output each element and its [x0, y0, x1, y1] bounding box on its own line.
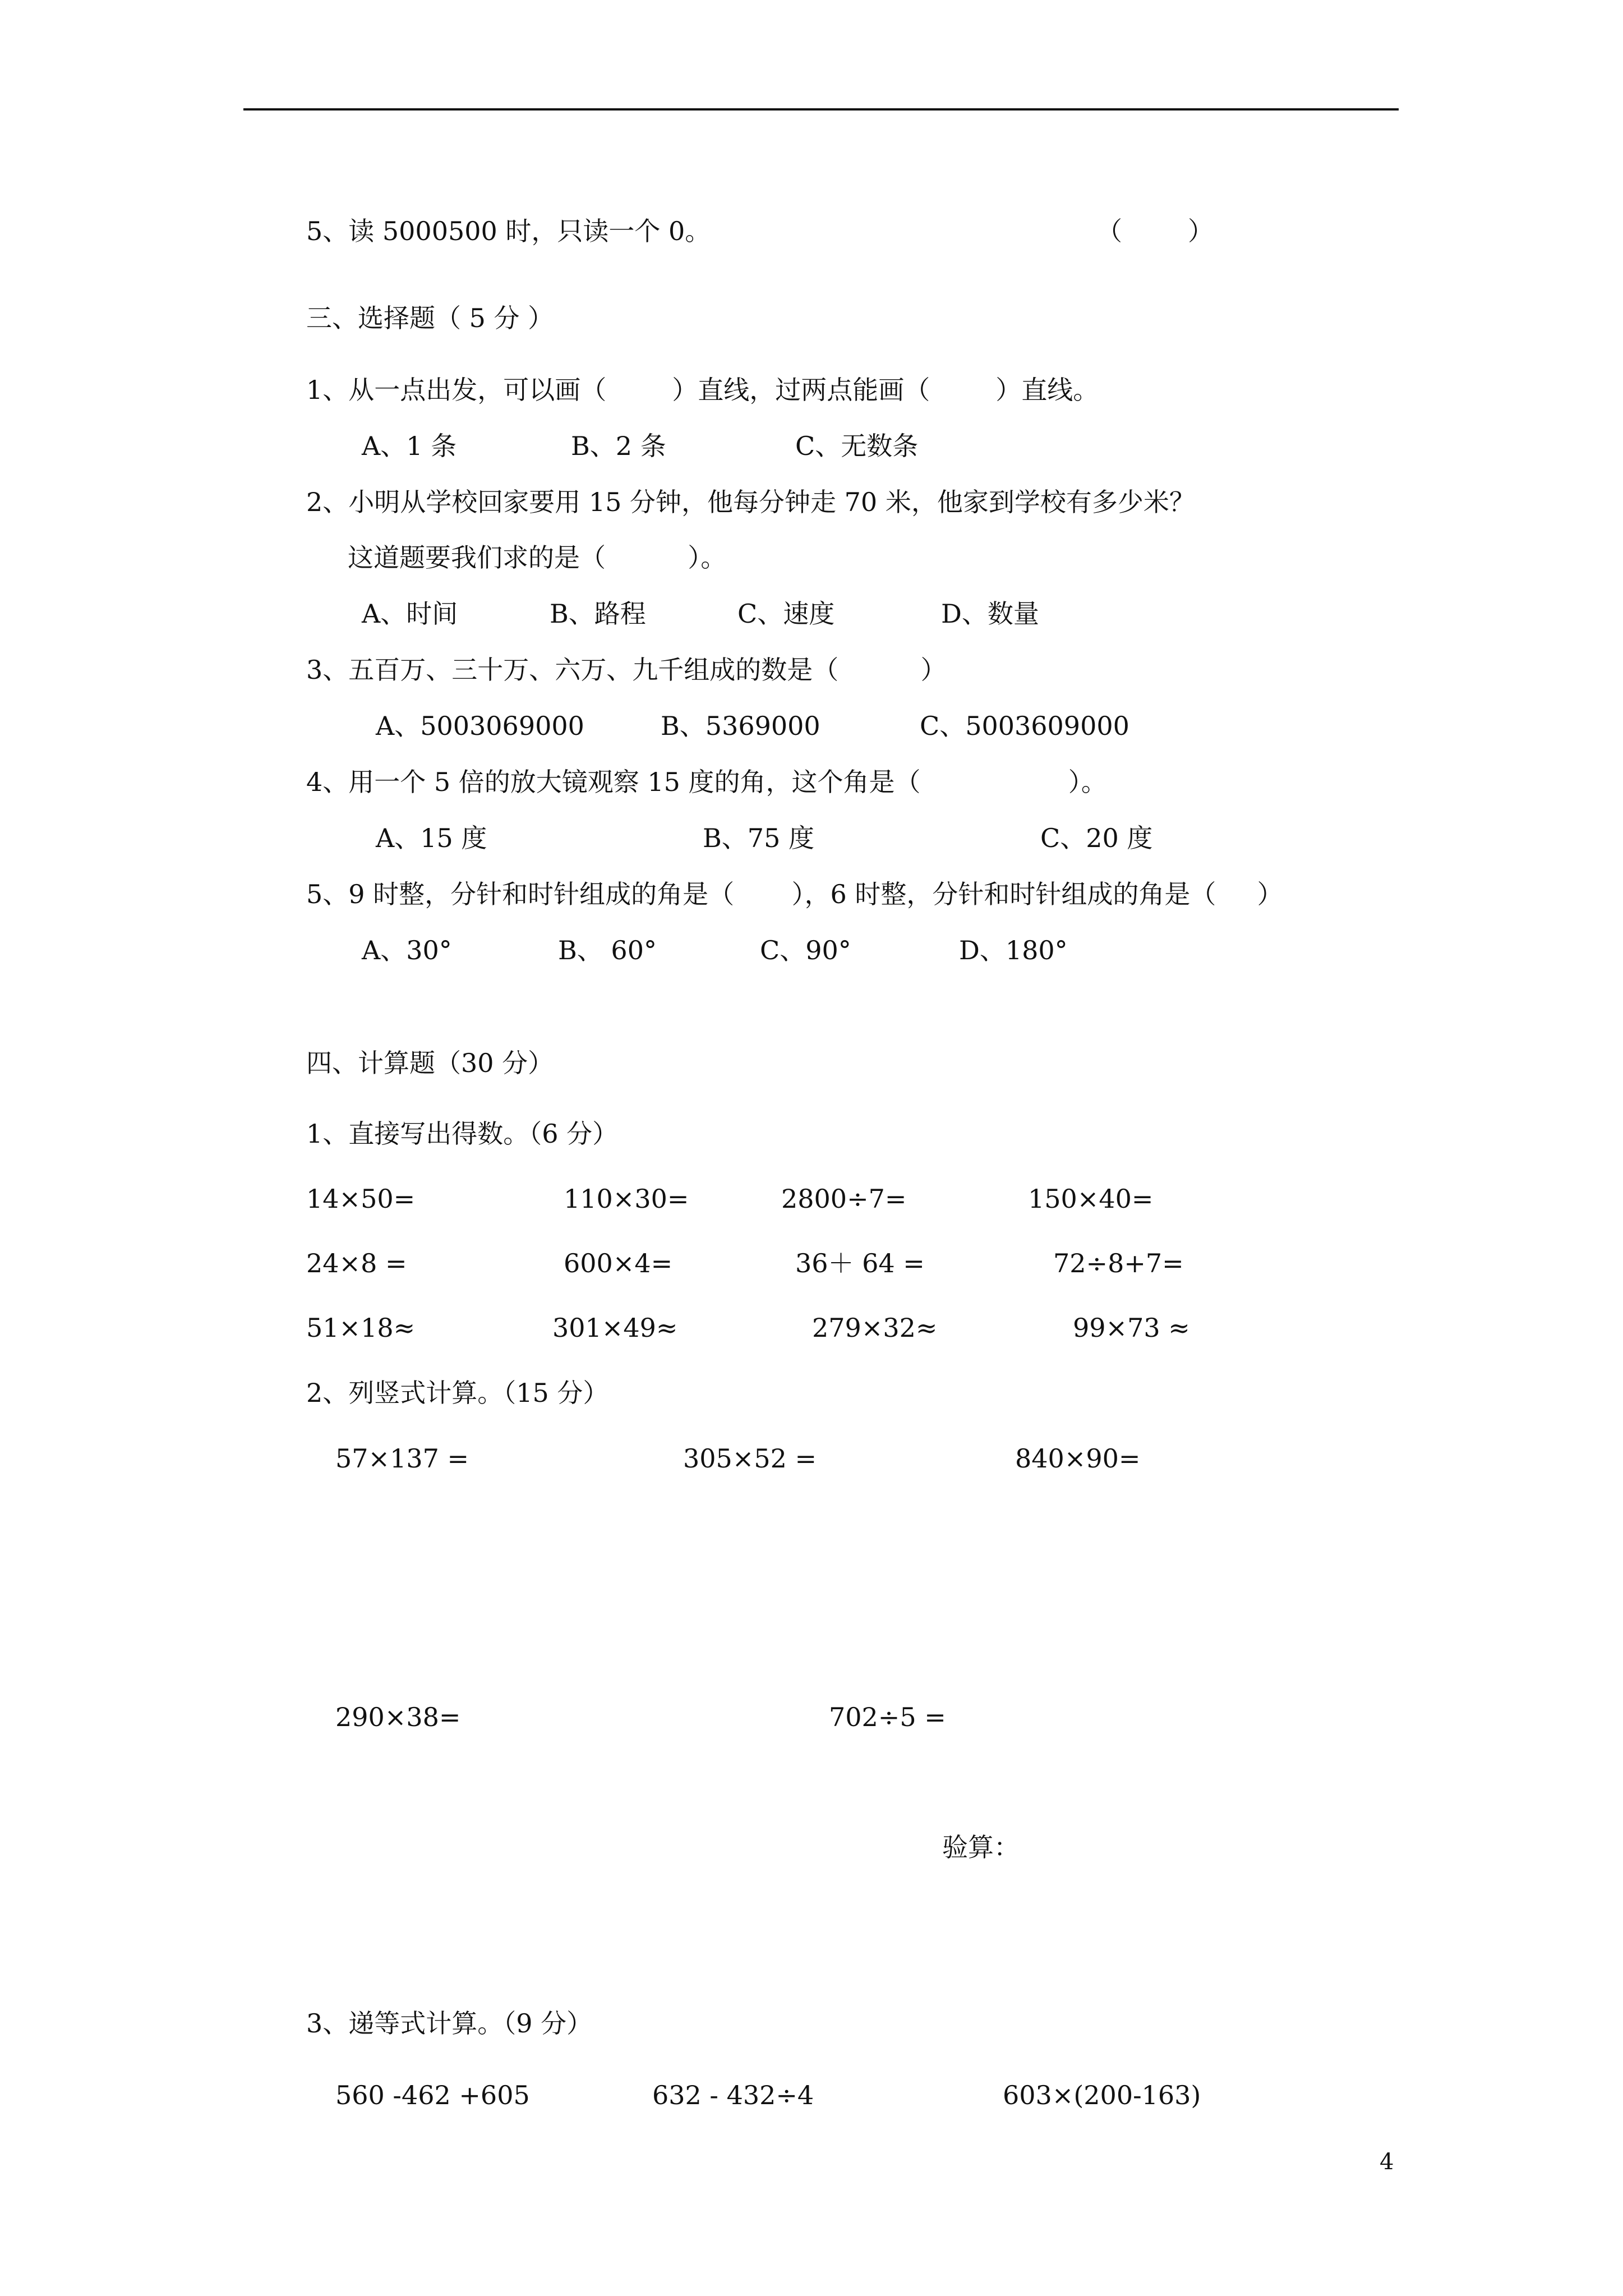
option-c: C、5003609000: [920, 711, 1129, 741]
judge-question-5: 5、读 5000500 时，只读一个 0。: [306, 216, 711, 246]
option-b: B、 60°: [558, 935, 657, 965]
option-c: C、无数条: [795, 431, 919, 461]
oral-calc-item: 301×49≈: [552, 1313, 678, 1343]
oral-calc-item: 72÷8+7=: [1053, 1248, 1184, 1278]
option-a: A、1 条: [362, 431, 457, 461]
oral-calc-item: 600×4=: [564, 1248, 673, 1278]
section-4-heading: 四、计算题（30 分）: [306, 1048, 554, 1078]
vertical-calc-item: 702÷5 =: [829, 1702, 946, 1732]
option-b: B、路程: [550, 599, 646, 629]
option-a: A、15 度: [376, 823, 487, 853]
option-b: B、2 条: [571, 431, 666, 461]
option-b: B、75 度: [703, 823, 814, 853]
option-d: D、数量: [941, 599, 1039, 629]
oral-calc-item: 150×40=: [1028, 1184, 1154, 1214]
option-c: C、90°: [760, 935, 851, 965]
page-number: 4: [1380, 2149, 1394, 2175]
oral-calc-item: 36＋ 64 =: [795, 1248, 925, 1278]
step-calc-item: 560 -462 +605: [335, 2080, 530, 2110]
oral-calc-item: 14×50=: [306, 1184, 416, 1214]
vertical-calc-item: 305×52 =: [683, 1443, 817, 1474]
section-3-heading: 三、选择题（ 5 分 ）: [306, 303, 554, 333]
answer-paren: （ ）: [1096, 216, 1214, 246]
vertical-calc-item: 57×137 =: [335, 1443, 469, 1474]
option-a: A、30°: [362, 935, 452, 965]
vertical-calc-item: 290×38=: [335, 1702, 461, 1732]
option-c: C、速度: [737, 599, 835, 629]
oral-calc-item: 2800÷7=: [781, 1184, 907, 1214]
part-2-title: 2、列竖式计算。（15 分）: [306, 1378, 609, 1408]
oral-calc-item: 51×18≈: [306, 1313, 416, 1343]
choice-question-4: 4、用一个 5 倍的放大镜观察 15 度的角，这个角是（ ）。: [306, 767, 1107, 797]
oral-calc-item: 110×30=: [564, 1184, 689, 1214]
header-rule: [243, 108, 1399, 111]
choice-question-1: 1、从一点出发，可以画（ ）直线，过两点能画（ ）直线。: [306, 375, 1099, 405]
option-a: A、时间: [362, 599, 458, 629]
vertical-calc-item: 840×90=: [1015, 1443, 1141, 1474]
choice-question-2-prompt: 这道题要我们求的是（ ）。: [348, 542, 727, 573]
part-3-title: 3、递等式计算。（9 分）: [306, 2008, 593, 2039]
check-label: 验算：: [942, 1832, 1020, 1862]
oral-calc-item: 99×73 ≈: [1073, 1313, 1190, 1343]
step-calc-item: 632 - 432÷4: [652, 2080, 814, 2110]
step-calc-item: 603×(200-163): [1003, 2080, 1201, 2110]
oral-calc-item: 279×32≈: [812, 1313, 938, 1343]
option-d: D、180°: [959, 935, 1068, 965]
option-b: B、5369000: [661, 711, 820, 741]
choice-question-2: 2、小明从学校回家要用 15 分钟，他每分钟走 70 米，他家到学校有多少米？: [306, 487, 1195, 517]
option-a: A、5003069000: [376, 711, 584, 741]
choice-question-5: 5、9 时整，分针和时针组成的角是（ ），6 时整，分针和时针组成的角是（ ）: [306, 879, 1283, 909]
choice-question-3: 3、五百万、三十万、六万、九千组成的数是（ ）: [306, 655, 947, 685]
option-c: C、20 度: [1040, 823, 1153, 853]
oral-calc-item: 24×8 =: [306, 1248, 407, 1278]
part-1-title: 1、直接写出得数。（6 分）: [306, 1119, 619, 1149]
